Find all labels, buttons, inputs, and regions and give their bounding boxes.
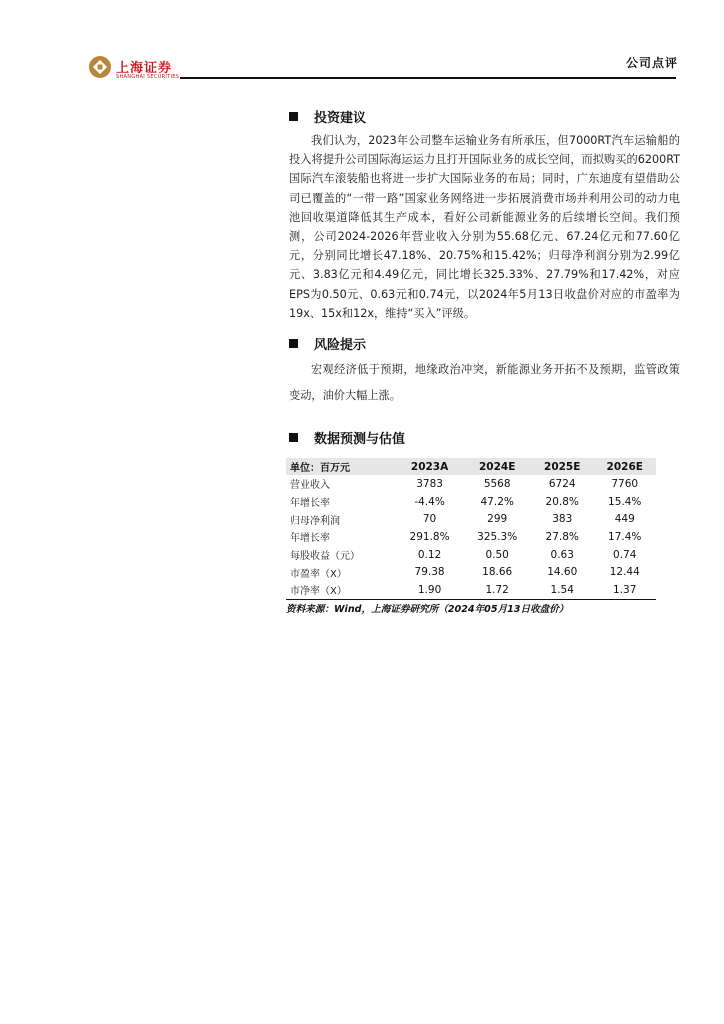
table-cell: 47.2% [480, 495, 514, 508]
risk-paragraph: 宏观经济低于预期，地缘政治冲突，新能源业务开拓不及预期，监管政策变动，油价大幅上涨。 [289, 363, 680, 402]
table-row [286, 546, 656, 564]
table-cell: 12.44 [609, 566, 640, 579]
column-header: 2024E [463, 458, 531, 475]
table-row [286, 493, 656, 511]
table-cell: 5568 [483, 477, 511, 490]
column-header: 2025E [531, 458, 593, 475]
table-cell: 14.60 [547, 566, 578, 579]
column-header: 2026E [593, 458, 656, 475]
table-cell: 27.8% [545, 530, 579, 543]
document-type: 公司点评 [625, 56, 678, 70]
bullet-square-icon [289, 433, 298, 442]
table-cell: 1.37 [593, 581, 656, 599]
risk-title-text: 风险提示 [314, 338, 367, 353]
table-cell: -4.4% [414, 495, 445, 508]
page-header [0, 0, 724, 90]
table-cell: 449 [614, 513, 635, 526]
row-label: 年增长率 [290, 498, 330, 510]
brand-logo-icon [88, 55, 112, 79]
table-cell: 1.72 [463, 581, 531, 599]
table-cell: 15.4% [608, 495, 642, 508]
investment-title-text: 投资建议 [314, 111, 367, 126]
investment-paragraph: 我们认为，2023年公司整车运输业务有所承压，但7000RT汽车运输船的投入将提升公司国际海运运力且打开国际业务的成长空间，而拟购买的6200RT国际汽车滚装船也将进一步扩大国际业务的布局；同时，广东迪度有望借助公司已覆盖的“一带一路”国家业务网络进一步拓展消费市场并利用公司的动力电池回收渠道降低其生产成本，看好公司新能源业务的后续增长空间。我们预测，公司2024-2026年营业收入分别为55.68亿元、67.24亿元和77.60亿元，分别同比增长47.18%、20.75%和15.42%；归母净利润分别为2.99亿元、3.83亿元和4.49亿元，同比增长325.33%、27.79%和17.42%，对应EPS为0.50元、0.63元和0.74元，以2024年5月13日收盘价对应的市盈率为19x、15x和12x，维持“买入”评级。 [289, 134, 680, 320]
brand-name-en: SHANGHAI SECURITIES [116, 74, 180, 80]
table-cell: 1.90 [396, 581, 464, 599]
table-row [286, 475, 656, 493]
table-cell: 18.66 [482, 566, 513, 579]
data-source-note: 资料来源：Wind，上海证券研究所（2024年05月13日收盘价） [286, 604, 569, 615]
forecast-title-text: 数据预测与估值 [314, 432, 406, 447]
table-row [286, 510, 656, 528]
table-cell: 1.54 [531, 581, 593, 599]
table-row [286, 581, 656, 599]
table-cell: 291.8% [409, 530, 450, 543]
table-cell: 325.3% [477, 530, 518, 543]
table-cell: 299 [487, 513, 508, 526]
table-cell: 79.38 [414, 566, 445, 579]
table-cell: 3783 [416, 477, 443, 490]
header-divider [180, 77, 676, 79]
table-cell: 6724 [548, 477, 576, 490]
table-cell: 0.74 [613, 548, 637, 561]
forecast-table [286, 458, 656, 600]
investment-section-title [289, 107, 366, 126]
table-row [286, 563, 656, 581]
table-cell: 0.12 [417, 548, 442, 561]
brand-name-cn: 上海证券 [116, 61, 173, 76]
forecast-section-title [289, 428, 405, 447]
row-label: 营业收入 [290, 480, 330, 492]
table-cell: 20.8% [545, 495, 579, 508]
table-cell: 7760 [611, 477, 639, 490]
table-cell: 0.63 [550, 548, 574, 561]
bullet-square-icon [289, 112, 298, 121]
table-cell: 383 [552, 513, 573, 526]
unit-header: 单位：百万元 [286, 458, 396, 475]
table-cell: 0.50 [485, 548, 509, 561]
bullet-square-icon [289, 339, 298, 348]
column-header: 2023A [396, 458, 464, 475]
table-row [286, 528, 656, 546]
risk-section-title [289, 334, 366, 353]
row-label: 每股收益（元） [290, 551, 360, 563]
row-label: 市盈率（X） [290, 568, 347, 580]
table-header-row [286, 458, 656, 475]
row-label: 市净率（X） [286, 581, 396, 599]
table-cell: 70 [422, 513, 437, 526]
brand-logo [88, 55, 208, 85]
table-cell: 17.4% [608, 530, 642, 543]
row-label: 年增长率 [290, 533, 330, 545]
row-label: 归母净利润 [290, 515, 340, 527]
